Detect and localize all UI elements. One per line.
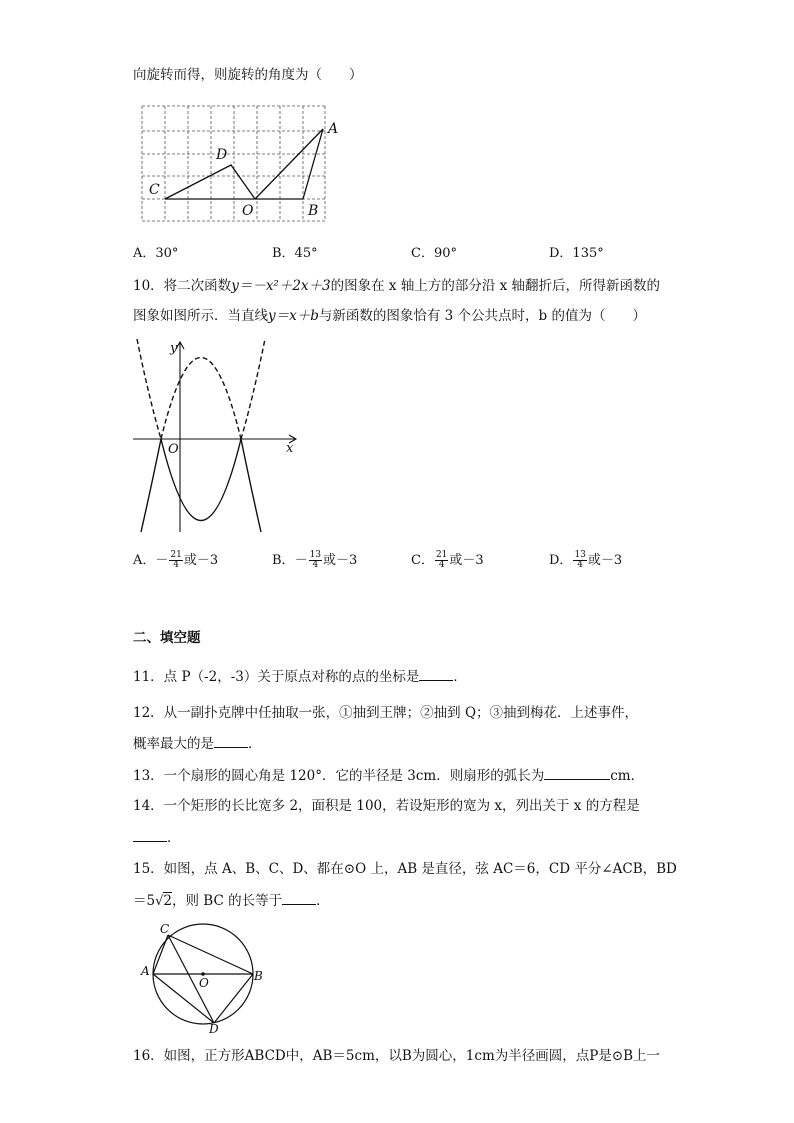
q10-option-c-letter: C． <box>411 553 434 568</box>
q9-question-tail: 向旋转而得，则旋转的角度为（ ） <box>133 67 363 83</box>
fraction-numerator: 21 <box>435 550 448 560</box>
q10-option-a-rest: 或－3 <box>183 553 219 568</box>
q15-sqrt-value: 2 <box>163 893 172 909</box>
q10-option-d-fraction <box>573 551 586 570</box>
q9-label-a: A <box>328 121 339 137</box>
q13-line <box>133 766 644 785</box>
q10-dashed-top-arch <box>161 358 241 440</box>
q10-line2 <box>133 307 646 325</box>
q13-text: 13．一个扇形的圆心角是 120°．它的半径是 3cm．则扇形的弧长为 <box>133 768 545 784</box>
fraction-denominator: 4 <box>438 560 445 570</box>
q11-line <box>133 667 467 686</box>
q10-option-b[interactable] <box>272 551 357 570</box>
q12-text-end: ． <box>248 736 262 752</box>
q15-label-b: B <box>254 969 263 983</box>
q15-circle-figure <box>138 922 268 1034</box>
q11-answer-blank[interactable] <box>419 667 453 681</box>
q10-label-y: y <box>170 341 178 356</box>
q10-option-b-sign: － <box>294 553 308 568</box>
q9-grid-lines <box>142 106 325 221</box>
q9-option-d[interactable]: D．135° <box>549 246 604 261</box>
q15-line1: 15．如图，点 A、B、C、D、都在⊙O 上，AB 是直径，弦 AC＝6，CD 平分∠ACB，BD <box>133 861 677 877</box>
q14-line1: 14．一个矩形的长比宽多 2，面积是 100，若设矩形的宽为 x，列出关于 x 的方程是 <box>133 798 640 814</box>
fraction-denominator: 4 <box>577 560 584 570</box>
q10-formula-line: y＝x＋b <box>268 308 319 324</box>
q13-answer-blank[interactable] <box>544 766 610 780</box>
q9-label-c: C <box>149 182 160 198</box>
q12-line2 <box>133 734 262 753</box>
q12-line1: 12．从一副扑克牌中任抽取一张，①抽到王牌；②抽到 Q；③抽到梅花．上述事件， <box>133 705 639 721</box>
q10-line2-b: 与新函数的图象恰有 3 个公共点时，b 的值为（ ） <box>318 308 646 324</box>
q14-text-end: ． <box>167 830 181 846</box>
q12-text: 概率最大的是 <box>133 736 214 752</box>
q11-text-end: ． <box>453 669 467 685</box>
q15-label-o: O <box>199 976 209 990</box>
q15-text-b: ，则 BC 的长等于 <box>171 893 283 909</box>
q9-polyline-oab <box>255 129 323 199</box>
q10-option-c[interactable] <box>411 551 484 570</box>
q10-label-o: O <box>168 442 179 457</box>
q13-text-end: cm． <box>610 768 645 784</box>
q15-text-end: ． <box>316 893 330 909</box>
q14-line2 <box>133 828 181 847</box>
q10-dashed-right-branch <box>241 339 265 439</box>
q15-chord-ca <box>153 935 168 974</box>
section-heading-fill-in: 二、填空题 <box>133 630 201 646</box>
q10-graph-figure <box>128 334 303 534</box>
q10-option-b-letter: B． <box>272 553 295 568</box>
q10-option-c-fraction <box>435 551 448 570</box>
q10-line1-a: 10．将二次函数 <box>133 278 232 294</box>
q10-option-d[interactable] <box>549 551 622 570</box>
q10-option-a-sign: － <box>155 553 169 568</box>
q10-formula-parabola: y＝－x²＋2x＋3 <box>231 278 331 294</box>
q14-answer-blank[interactable] <box>133 828 167 842</box>
q10-dashed-left-branch <box>137 339 161 439</box>
q10-solid-left-branch <box>141 439 161 532</box>
q10-option-d-rest: 或－3 <box>587 553 623 568</box>
q10-option-a-letter: A． <box>133 553 156 568</box>
q11-text: 11．点 P（-2，-3）关于原点对称的点的坐标是 <box>133 669 420 685</box>
fraction-denominator: 4 <box>312 560 319 570</box>
q10-option-a[interactable] <box>133 551 218 570</box>
q10-option-b-rest: 或－3 <box>323 553 358 568</box>
q15-text-a: ＝5 <box>133 893 156 909</box>
q15-answer-blank[interactable] <box>282 891 316 905</box>
q9-label-d: D <box>216 147 228 163</box>
q9-label-o: O <box>242 203 254 219</box>
q9-option-a[interactable]: A．30° <box>133 246 179 261</box>
q9-label-b: B <box>308 203 319 219</box>
q9-option-b[interactable]: B．45° <box>272 246 318 261</box>
q15-label-d: D <box>209 1022 219 1034</box>
q10-option-c-rest: 或－3 <box>449 553 484 568</box>
fraction-denominator: 4 <box>173 560 179 570</box>
sqrt-symbol: √ <box>155 894 164 909</box>
q12-answer-blank[interactable] <box>214 734 248 748</box>
q10-option-b-fraction <box>309 551 322 570</box>
fraction-numerator: 21 <box>170 550 182 560</box>
q16-line1: 16．如图，正方形ABCD中，AB＝5cm，以B为圆心，1cm为半径画圆，点P是⊙B上一 <box>133 1048 661 1064</box>
q9-grid-figure <box>140 104 346 224</box>
q10-option-d-letter: D． <box>549 553 573 568</box>
fraction-numerator: 13 <box>574 550 586 560</box>
q9-option-c[interactable]: C．90° <box>411 246 457 261</box>
q10-line2-a: 图象如图所示．当直线 <box>133 308 268 324</box>
q15-label-a: A <box>141 964 150 978</box>
q15-line2 <box>133 891 330 911</box>
q15-label-c: C <box>160 922 170 936</box>
q10-line1-b: 的图象在 x 轴上方的部分沿 x 轴翻折后，所得新函数的 <box>330 278 661 294</box>
q10-option-a-fraction <box>169 551 182 570</box>
q10-label-x: x <box>286 441 294 456</box>
q10-solid-right-branch <box>241 439 261 532</box>
q9-polyline-cdo <box>165 165 255 199</box>
fraction-numerator: 13 <box>309 550 322 560</box>
q10-line1 <box>133 277 660 295</box>
